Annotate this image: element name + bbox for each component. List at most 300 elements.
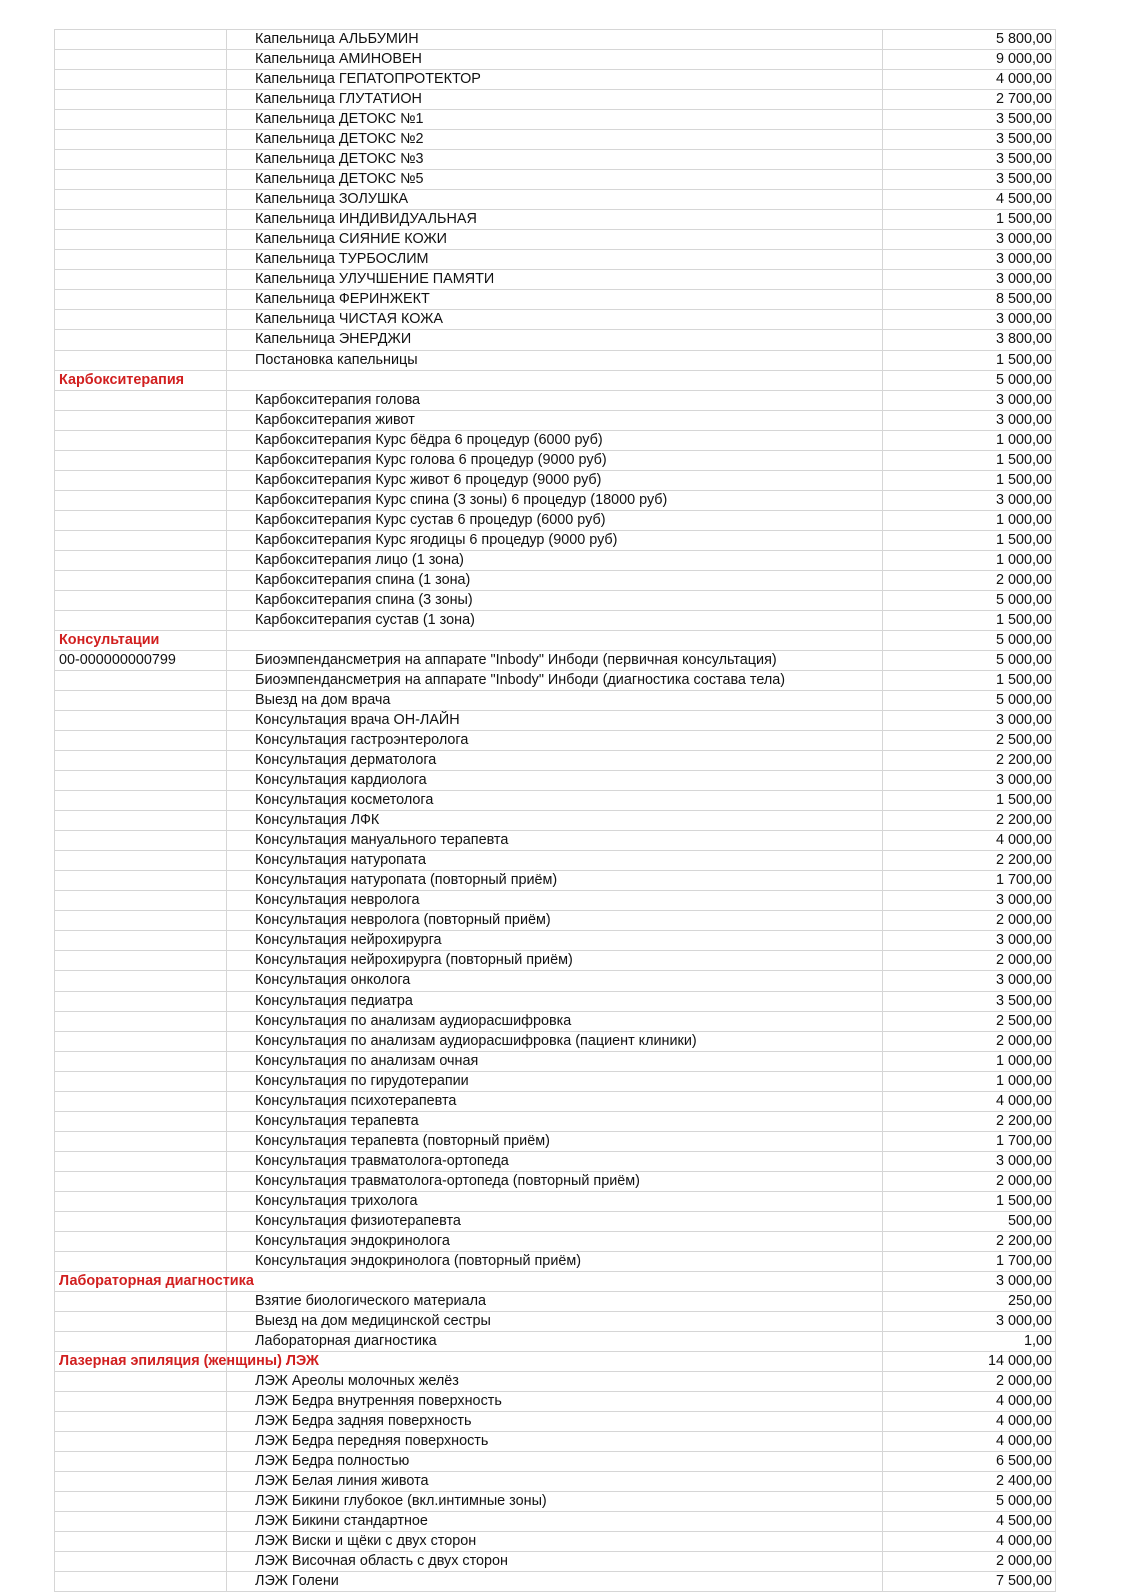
service-price-cell: 4 500,00 (883, 190, 1056, 210)
service-code-cell (55, 1031, 227, 1051)
service-name-cell: ЛЭЖ Бедра полностью (227, 1452, 883, 1472)
service-price-cell: 4 000,00 (883, 1532, 1056, 1552)
service-name-cell: Капельница СИЯНИЕ КОЖИ (227, 230, 883, 250)
service-code-cell (55, 110, 227, 130)
table-row (55, 1532, 1056, 1552)
service-code-cell (55, 130, 227, 150)
service-price-cell: 500,00 (883, 1211, 1056, 1231)
service-price-cell: 5 800,00 (883, 30, 1056, 50)
table-row (55, 130, 1056, 150)
service-name-cell: Карбокситерапия спина (3 зоны) (227, 590, 883, 610)
service-name-cell: Консультация эндокринолога (227, 1231, 883, 1251)
service-code-cell (55, 1432, 227, 1452)
category-price-cell: 5 000,00 (883, 370, 1056, 390)
category-title: Карбокситерапия (55, 370, 227, 390)
service-code-cell (55, 50, 227, 70)
category-title: Лабораторная диагностика (55, 1271, 227, 1291)
service-name-cell: Консультация невролога (повторный приём) (227, 911, 883, 931)
service-name-cell: Консультация гастроэнтеролога (227, 731, 883, 751)
table-row (55, 530, 1056, 550)
service-code-cell (55, 90, 227, 110)
service-code-cell (55, 1011, 227, 1031)
category-row (55, 630, 1056, 650)
service-price-cell: 3 000,00 (883, 771, 1056, 791)
service-price-cell: 3 000,00 (883, 1312, 1056, 1332)
service-price-cell: 6 500,00 (883, 1452, 1056, 1472)
service-name-cell: Капельница ДЕТОКС №2 (227, 130, 883, 150)
table-row (55, 1492, 1056, 1512)
service-price-cell: 5 000,00 (883, 1492, 1056, 1512)
table-row (55, 330, 1056, 350)
service-code-cell (55, 931, 227, 951)
service-name-cell: ЛЭЖ Бикини глубокое (вкл.интимные зоны) (227, 1492, 883, 1512)
service-price-cell: 3 000,00 (883, 270, 1056, 290)
service-price-cell: 1 500,00 (883, 1191, 1056, 1211)
service-name-cell: Консультация кардиолога (227, 771, 883, 791)
table-row (55, 570, 1056, 590)
service-name-cell: Взятие биологического материала (227, 1291, 883, 1311)
service-name-cell: Консультация нейрохирурга (повторный приём) (227, 951, 883, 971)
service-price-cell: 3 000,00 (883, 490, 1056, 510)
category-price-cell: 14 000,00 (883, 1352, 1056, 1372)
table-row (55, 871, 1056, 891)
service-name-cell: Консультация по анализам аудиорасшифровка (пациент клиники) (227, 1031, 883, 1051)
service-code-cell: 00-000000000799 (55, 650, 227, 670)
table-row (55, 1111, 1056, 1131)
service-name-cell: Капельница ДЕТОКС №5 (227, 170, 883, 190)
service-name-cell: Консультация физиотерапевта (227, 1211, 883, 1231)
table-row (55, 1071, 1056, 1091)
table-row (55, 650, 1056, 670)
service-code-cell (55, 570, 227, 590)
price-table (54, 29, 1056, 1592)
service-price-cell: 1 000,00 (883, 1051, 1056, 1071)
service-name-cell: Капельница АЛЬБУМИН (227, 30, 883, 50)
service-name-cell: Капельница АМИНОВЕН (227, 50, 883, 70)
table-row (55, 1312, 1056, 1332)
service-code-cell (55, 751, 227, 771)
service-code-cell (55, 1211, 227, 1231)
service-price-cell: 3 000,00 (883, 230, 1056, 250)
service-code-cell (55, 510, 227, 530)
table-row (55, 430, 1056, 450)
service-code-cell (55, 170, 227, 190)
table-row (55, 1151, 1056, 1171)
service-name-cell: Консультация по анализам аудиорасшифровка (227, 1011, 883, 1031)
service-code-cell (55, 470, 227, 490)
table-row (55, 250, 1056, 270)
table-row (55, 811, 1056, 831)
service-code-cell (55, 250, 227, 270)
service-name-cell: Консультация ЛФК (227, 811, 883, 831)
service-price-cell: 1 500,00 (883, 470, 1056, 490)
service-name-cell: Консультация эндокринолога (повторный приём) (227, 1251, 883, 1271)
table-row (55, 951, 1056, 971)
service-code-cell (55, 210, 227, 230)
service-price-cell: 7 500,00 (883, 1572, 1056, 1592)
table-row (55, 1512, 1056, 1532)
table-row (55, 1291, 1056, 1311)
table-row (55, 1131, 1056, 1151)
service-price-cell: 2 000,00 (883, 951, 1056, 971)
service-code-cell (55, 1131, 227, 1151)
table-row (55, 310, 1056, 330)
table-row (55, 1011, 1056, 1031)
table-row (55, 1472, 1056, 1492)
service-price-cell: 4 000,00 (883, 1091, 1056, 1111)
service-price-cell: 1 700,00 (883, 871, 1056, 891)
table-row (55, 550, 1056, 570)
service-name-cell: Биоэмпендансметрия на аппарате "Inbody" Инбоди (диагностика состава тела) (227, 671, 883, 691)
service-name-cell: ЛЭЖ Белая линия живота (227, 1472, 883, 1492)
service-name-cell: ЛЭЖ Височная область с двух сторон (227, 1552, 883, 1572)
service-price-cell: 1 500,00 (883, 791, 1056, 811)
service-code-cell (55, 711, 227, 731)
table-row (55, 911, 1056, 931)
service-name-cell: Капельница ГЕПАТОПРОТЕКТОР (227, 70, 883, 90)
table-row (55, 490, 1056, 510)
table-row (55, 390, 1056, 410)
service-name-cell: Выезд на дом врача (227, 691, 883, 711)
service-name-cell: Карбокситерапия живот (227, 410, 883, 430)
service-name-cell (227, 1271, 883, 1291)
table-row (55, 410, 1056, 430)
service-name-cell: Капельница ИНДИВИДУАЛЬНАЯ (227, 210, 883, 230)
service-name-cell: ЛЭЖ Голени (227, 1572, 883, 1592)
service-price-cell: 1 700,00 (883, 1131, 1056, 1151)
service-price-cell: 2 000,00 (883, 1171, 1056, 1191)
table-row (55, 1572, 1056, 1592)
service-name-cell: Консультация нейрохирурга (227, 931, 883, 951)
service-price-cell: 5 000,00 (883, 650, 1056, 670)
service-name-cell: Карбокситерапия Курс ягодицы 6 процедур (9000 руб) (227, 530, 883, 550)
price-list-sheet (54, 29, 1055, 1592)
table-row (55, 1412, 1056, 1432)
service-name-cell: Консультация терапевта (227, 1111, 883, 1131)
service-name-cell: Консультация косметолога (227, 791, 883, 811)
service-name-cell: Капельница ДЕТОКС №3 (227, 150, 883, 170)
service-code-cell (55, 1312, 227, 1332)
table-row (55, 150, 1056, 170)
table-row (55, 851, 1056, 871)
category-title: Консультации (55, 630, 227, 650)
service-price-cell: 2 000,00 (883, 1372, 1056, 1392)
service-code-cell (55, 1291, 227, 1311)
service-price-cell: 2 200,00 (883, 1111, 1056, 1131)
service-price-cell: 4 000,00 (883, 831, 1056, 851)
service-price-cell: 3 000,00 (883, 971, 1056, 991)
service-code-cell (55, 590, 227, 610)
service-code-cell (55, 1171, 227, 1191)
table-row (55, 971, 1056, 991)
service-price-cell: 1 700,00 (883, 1251, 1056, 1271)
table-row (55, 230, 1056, 250)
service-name-cell: Капельница ГЛУТАТИОН (227, 90, 883, 110)
service-name-cell: Капельница ЭНЕРДЖИ (227, 330, 883, 350)
table-row (55, 190, 1056, 210)
table-row (55, 1552, 1056, 1572)
service-price-cell: 2 200,00 (883, 751, 1056, 771)
service-name-cell: Консультация психотерапевта (227, 1091, 883, 1111)
service-price-cell: 3 000,00 (883, 310, 1056, 330)
service-price-cell: 2 400,00 (883, 1472, 1056, 1492)
table-row (55, 1171, 1056, 1191)
table-row (55, 711, 1056, 731)
service-price-cell: 3 000,00 (883, 390, 1056, 410)
service-code-cell (55, 390, 227, 410)
service-name-cell: Карбокситерапия Курс бёдра 6 процедур (6000 руб) (227, 430, 883, 450)
service-code-cell (55, 290, 227, 310)
service-price-cell: 2 700,00 (883, 90, 1056, 110)
service-name-cell: Консультация онколога (227, 971, 883, 991)
service-name-cell (227, 370, 883, 390)
service-price-cell: 2 500,00 (883, 731, 1056, 751)
service-name-cell: Консультация травматолога-ортопеда (227, 1151, 883, 1171)
table-row (55, 1091, 1056, 1111)
service-code-cell (55, 190, 227, 210)
service-name-cell: Лабораторная диагностика (227, 1332, 883, 1352)
service-price-cell: 4 000,00 (883, 1432, 1056, 1452)
service-name-cell: Консультация по гирудотерапии (227, 1071, 883, 1091)
service-name-cell: Консультация невролога (227, 891, 883, 911)
table-row (55, 891, 1056, 911)
service-code-cell (55, 1572, 227, 1592)
table-row (55, 1051, 1056, 1071)
table-row (55, 270, 1056, 290)
service-name-cell: ЛЭЖ Бедра передняя поверхность (227, 1432, 883, 1452)
table-row (55, 1432, 1056, 1452)
service-name-cell: ЛЭЖ Бедра внутренняя поверхность (227, 1392, 883, 1412)
category-price-cell: 3 000,00 (883, 1271, 1056, 1291)
service-price-cell: 2 200,00 (883, 1231, 1056, 1251)
category-row (55, 1352, 1056, 1372)
service-code-cell (55, 530, 227, 550)
service-price-cell: 1 000,00 (883, 1071, 1056, 1091)
service-code-cell (55, 731, 227, 751)
service-name-cell: Консультация терапевта (повторный приём) (227, 1131, 883, 1151)
service-code-cell (55, 70, 227, 90)
table-row (55, 290, 1056, 310)
service-code-cell (55, 1051, 227, 1071)
table-row (55, 771, 1056, 791)
category-title: Лазерная эпиляция (женщины) ЛЭЖ (55, 1352, 227, 1372)
service-price-cell: 3 800,00 (883, 330, 1056, 350)
service-price-cell: 4 000,00 (883, 70, 1056, 90)
table-row (55, 931, 1056, 951)
service-name-cell: Консультация мануального терапевта (227, 831, 883, 851)
table-row (55, 70, 1056, 90)
service-code-cell (55, 971, 227, 991)
service-price-cell: 2 000,00 (883, 1552, 1056, 1572)
table-row (55, 470, 1056, 490)
table-row (55, 450, 1056, 470)
service-code-cell (55, 350, 227, 370)
table-row (55, 1191, 1056, 1211)
service-code-cell (55, 1472, 227, 1492)
table-row (55, 590, 1056, 610)
service-price-cell: 4 000,00 (883, 1412, 1056, 1432)
table-row (55, 1332, 1056, 1352)
service-name-cell (227, 630, 883, 650)
service-price-cell: 4 000,00 (883, 1392, 1056, 1412)
service-code-cell (55, 1532, 227, 1552)
service-price-cell: 5 000,00 (883, 590, 1056, 610)
service-price-cell: 2 200,00 (883, 851, 1056, 871)
service-name-cell: Карбокситерапия Курс сустав 6 процедур (6000 руб) (227, 510, 883, 530)
service-code-cell (55, 1372, 227, 1392)
service-name-cell: Биоэмпендансметрия на аппарате "Inbody" Инбоди (первичная консультация) (227, 650, 883, 670)
service-code-cell (55, 310, 227, 330)
service-name-cell: ЛЭЖ Бедра задняя поверхность (227, 1412, 883, 1432)
service-price-cell: 1 500,00 (883, 530, 1056, 550)
table-row (55, 30, 1056, 50)
service-price-cell: 3 000,00 (883, 1151, 1056, 1171)
service-code-cell (55, 871, 227, 891)
table-row (55, 50, 1056, 70)
service-code-cell (55, 150, 227, 170)
service-name-cell: Капельница ЗОЛУШКА (227, 190, 883, 210)
service-price-cell: 1 500,00 (883, 210, 1056, 230)
table-row (55, 350, 1056, 370)
service-code-cell (55, 450, 227, 470)
service-price-cell: 2 500,00 (883, 1011, 1056, 1031)
service-name-cell: Консультация по анализам очная (227, 1051, 883, 1071)
service-code-cell (55, 1452, 227, 1472)
service-name-cell: Выезд на дом медицинской сестры (227, 1312, 883, 1332)
table-row (55, 1211, 1056, 1231)
service-code-cell (55, 1392, 227, 1412)
service-name-cell: ЛЭЖ Виски и щёки с двух сторон (227, 1532, 883, 1552)
table-row (55, 751, 1056, 771)
service-name-cell: Консультация трихолога (227, 1191, 883, 1211)
service-name-cell: Капельница ЧИСТАЯ КОЖА (227, 310, 883, 330)
service-code-cell (55, 410, 227, 430)
service-name-cell: Консультация натуропата (повторный приём) (227, 871, 883, 891)
table-row (55, 671, 1056, 691)
service-name-cell: Консультация натуропата (227, 851, 883, 871)
service-code-cell (55, 1512, 227, 1532)
table-row (55, 1392, 1056, 1412)
service-price-cell: 2 200,00 (883, 811, 1056, 831)
service-price-cell: 3 500,00 (883, 150, 1056, 170)
service-code-cell (55, 1231, 227, 1251)
service-price-cell: 1 500,00 (883, 671, 1056, 691)
table-row (55, 110, 1056, 130)
category-price-cell: 5 000,00 (883, 630, 1056, 650)
service-price-cell: 3 500,00 (883, 170, 1056, 190)
service-name-cell: Консультация травматолога-ортопеда (повторный приём) (227, 1171, 883, 1191)
table-row (55, 1251, 1056, 1271)
service-price-cell: 3 000,00 (883, 711, 1056, 731)
service-code-cell (55, 1251, 227, 1271)
service-code-cell (55, 230, 227, 250)
service-code-cell (55, 330, 227, 350)
table-row (55, 831, 1056, 851)
service-code-cell (55, 1332, 227, 1352)
table-row (55, 731, 1056, 751)
service-name-cell: Карбокситерапия Курс спина (3 зоны) 6 процедур (18000 руб) (227, 490, 883, 510)
service-price-cell: 9 000,00 (883, 50, 1056, 70)
service-price-cell: 3 000,00 (883, 410, 1056, 430)
service-name-cell: Карбокситерапия сустав (1 зона) (227, 610, 883, 630)
service-price-cell: 1 500,00 (883, 450, 1056, 470)
service-code-cell (55, 771, 227, 791)
service-price-cell: 1,00 (883, 1332, 1056, 1352)
table-row (55, 1231, 1056, 1251)
service-name-cell: Консультация дерматолога (227, 751, 883, 771)
table-row (55, 1452, 1056, 1472)
service-name-cell: Консультация педиатра (227, 991, 883, 1011)
service-price-cell: 3 500,00 (883, 130, 1056, 150)
service-code-cell (55, 1071, 227, 1091)
table-row (55, 610, 1056, 630)
service-price-cell: 5 000,00 (883, 691, 1056, 711)
service-name-cell: Консультация врача ОН-ЛАЙН (227, 711, 883, 731)
table-row (55, 791, 1056, 811)
table-row (55, 210, 1056, 230)
service-name-cell (227, 1352, 883, 1372)
service-price-cell: 4 500,00 (883, 1512, 1056, 1532)
service-code-cell (55, 270, 227, 290)
service-code-cell (55, 891, 227, 911)
service-price-cell: 2 000,00 (883, 911, 1056, 931)
service-code-cell (55, 951, 227, 971)
service-price-cell: 1 000,00 (883, 550, 1056, 570)
category-row (55, 1271, 1056, 1291)
service-code-cell (55, 610, 227, 630)
service-code-cell (55, 1492, 227, 1512)
service-name-cell: Карбокситерапия спина (1 зона) (227, 570, 883, 590)
service-price-cell: 8 500,00 (883, 290, 1056, 310)
service-code-cell (55, 851, 227, 871)
table-row (55, 510, 1056, 530)
service-code-cell (55, 991, 227, 1011)
service-code-cell (55, 831, 227, 851)
service-name-cell: Капельница УЛУЧШЕНИЕ ПАМЯТИ (227, 270, 883, 290)
service-price-cell: 2 000,00 (883, 1031, 1056, 1051)
service-price-cell: 3 000,00 (883, 931, 1056, 951)
service-price-cell: 3 000,00 (883, 891, 1056, 911)
service-price-cell: 3 500,00 (883, 110, 1056, 130)
service-code-cell (55, 1552, 227, 1572)
service-code-cell (55, 550, 227, 570)
service-code-cell (55, 30, 227, 50)
service-price-cell: 1 500,00 (883, 610, 1056, 630)
service-code-cell (55, 1111, 227, 1131)
table-row (55, 691, 1056, 711)
service-code-cell (55, 1191, 227, 1211)
service-code-cell (55, 811, 227, 831)
service-code-cell (55, 671, 227, 691)
category-row (55, 370, 1056, 390)
service-code-cell (55, 490, 227, 510)
service-name-cell: Карбокситерапия Курс живот 6 процедур (9000 руб) (227, 470, 883, 490)
service-name-cell: Капельница ТУРБОСЛИМ (227, 250, 883, 270)
service-code-cell (55, 691, 227, 711)
table-row (55, 90, 1056, 110)
table-row (55, 1372, 1056, 1392)
service-name-cell: ЛЭЖ Бикини стандартное (227, 1512, 883, 1532)
table-row (55, 1031, 1056, 1051)
service-name-cell: Постановка капельницы (227, 350, 883, 370)
service-code-cell (55, 1412, 227, 1432)
price-table-body (55, 30, 1056, 1592)
service-code-cell (55, 1091, 227, 1111)
service-code-cell (55, 1151, 227, 1171)
service-price-cell: 1 500,00 (883, 350, 1056, 370)
service-name-cell: Капельница ДЕТОКС №1 (227, 110, 883, 130)
service-price-cell: 250,00 (883, 1291, 1056, 1311)
